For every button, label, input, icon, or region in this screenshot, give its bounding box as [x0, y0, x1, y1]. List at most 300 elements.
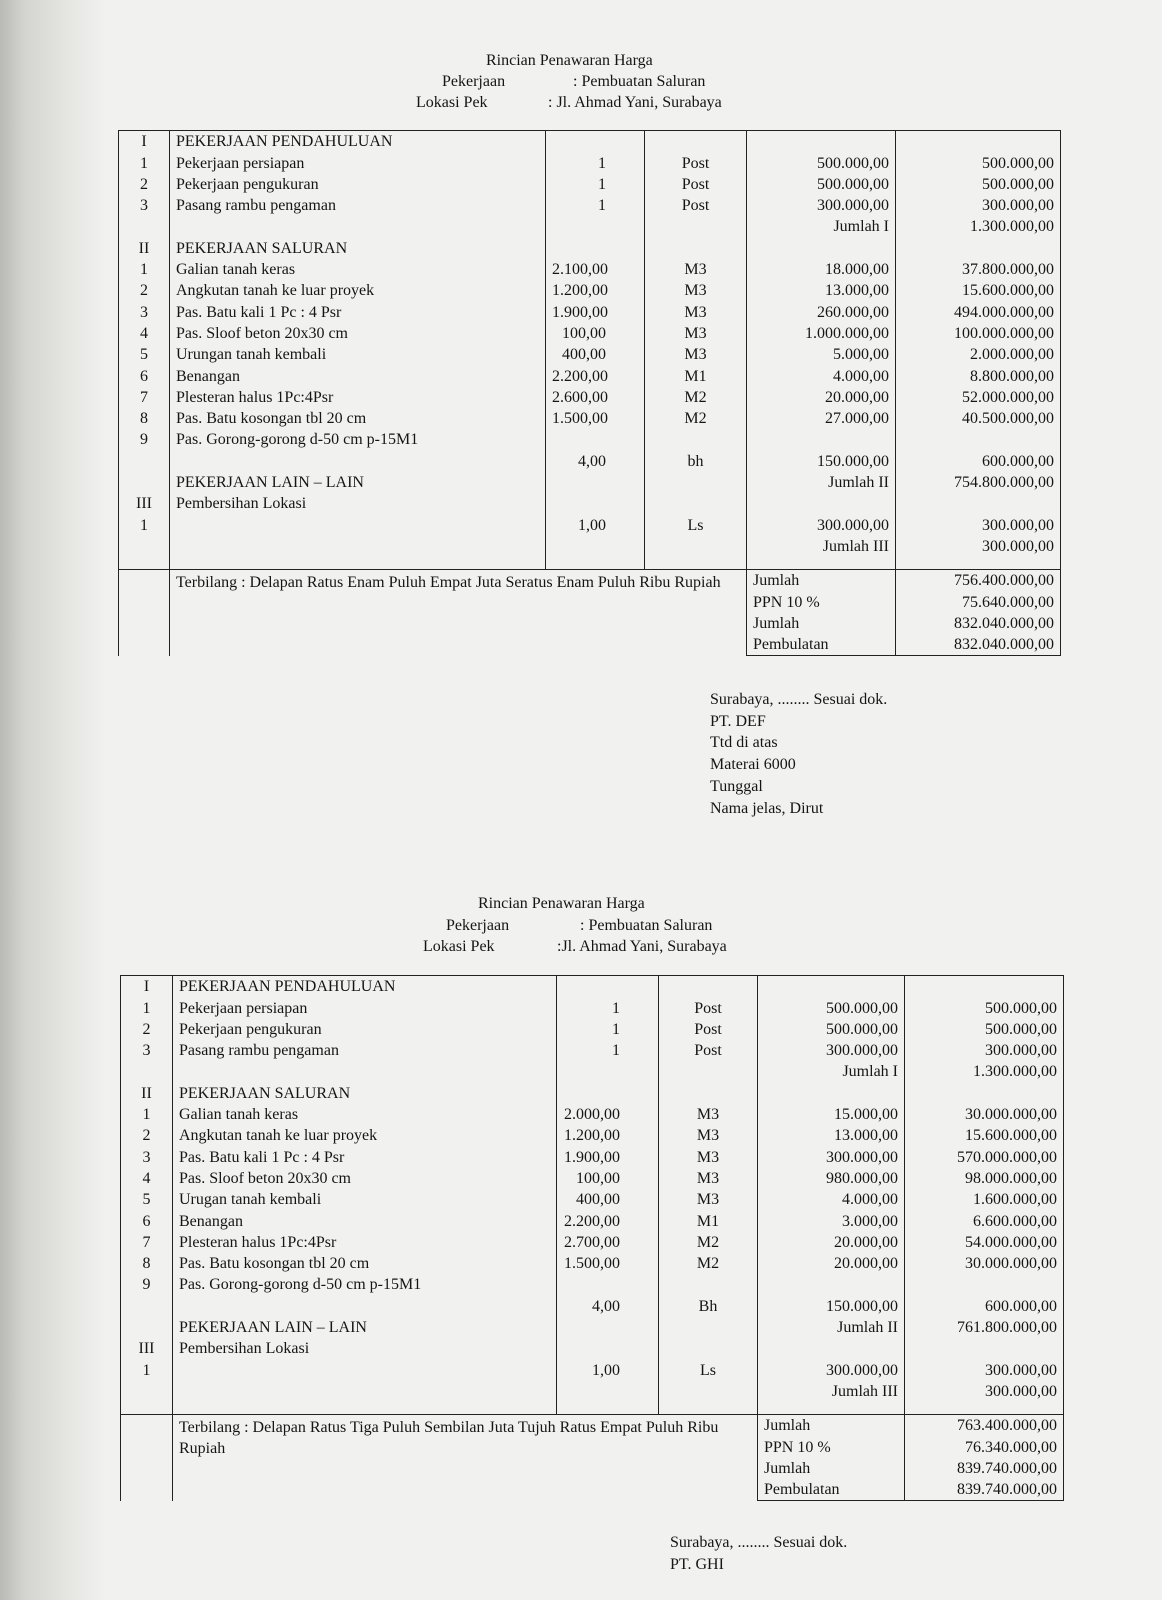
item-number: 1 [121, 1104, 173, 1125]
item-unit-price: 500.000,00 [758, 997, 905, 1018]
doc1-pekerjaan-label: Pekerjaan [442, 73, 506, 90]
item-total: 30.000.000,00 [905, 1253, 1064, 1274]
table-row [119, 408, 1061, 429]
signature-company: PT. GHI [670, 1555, 724, 1573]
item-total: 54.000.000,00 [905, 1232, 1064, 1253]
item-unit-price: 150.000,00 [747, 450, 896, 471]
item-unit-price: 980.000,00 [758, 1168, 905, 1189]
item-volume: 1 [546, 174, 645, 195]
table-row [121, 976, 1064, 998]
item-unit-price: 500.000,00 [747, 174, 896, 195]
item-volume [557, 1082, 659, 1103]
item-total: 1.300.000,00 [896, 216, 1061, 237]
item-volume [557, 976, 659, 998]
item-unit [659, 1317, 758, 1338]
table-row [121, 1104, 1064, 1125]
item-total [896, 493, 1061, 514]
signature-note: Ttd di atas [710, 734, 778, 752]
item-description: Galian tanah keras [173, 1104, 557, 1125]
item-volume [557, 1274, 659, 1295]
item-number: I [121, 976, 173, 998]
item-unit-price: Jumlah I [747, 216, 896, 237]
item-unit-price: 13.000,00 [747, 280, 896, 301]
item-volume [557, 1317, 659, 1338]
signature-stamp: Materai 6000 [710, 756, 796, 774]
item-unit: M3 [659, 1125, 758, 1146]
item-description: Angkutan tanah ke luar proyek [170, 280, 546, 301]
item-unit-price: 300.000,00 [747, 195, 896, 216]
item-unit [645, 429, 747, 450]
item-number: 3 [119, 195, 170, 216]
item-unit-price [747, 131, 896, 153]
item-total [905, 1338, 1064, 1359]
item-number [119, 216, 170, 237]
item-number: 3 [119, 301, 170, 322]
item-unit: Post [659, 1019, 758, 1040]
table-row [121, 1274, 1064, 1295]
item-unit-price: 500.000,00 [758, 1019, 905, 1040]
item-description: Pembersihan Lokasi [170, 493, 546, 514]
item-unit: M3 [645, 301, 747, 322]
item-total: 1.300.000,00 [905, 1061, 1064, 1082]
doc2-pekerjaan-value: : Pembuatan Saluran [580, 917, 713, 934]
item-unit-price [747, 237, 896, 258]
item-unit: M2 [659, 1253, 758, 1274]
item-number: III [121, 1338, 173, 1359]
item-description: Plesteran halus 1Pc:4Psr [170, 387, 546, 408]
spacer-cell [557, 1402, 659, 1415]
item-number [121, 1295, 173, 1316]
item-unit: M3 [645, 259, 747, 280]
item-description: PEKERJAAN PENDAHULUAN [173, 976, 557, 998]
item-total: 15.600.000,00 [905, 1125, 1064, 1146]
summary-value: 76.340.000,00 [905, 1436, 1064, 1457]
item-volume: 1.500,00 [557, 1253, 659, 1274]
item-description: Urungan tanah kembali [170, 344, 546, 365]
item-unit: Post [645, 152, 747, 173]
summary-label: Jumlah [747, 613, 896, 634]
item-total: 494.000.000,00 [896, 301, 1061, 322]
item-unit-price: 260.000,00 [747, 301, 896, 322]
item-description: Pas. Batu kali 1 Pc : 4 Psr [170, 301, 546, 322]
summary-label: Jumlah [758, 1458, 905, 1479]
item-volume: 400,00 [557, 1189, 659, 1210]
item-number [119, 450, 170, 471]
item-number: III [119, 493, 170, 514]
item-unit: M3 [645, 323, 747, 344]
item-total [905, 976, 1064, 998]
table-row [119, 216, 1061, 237]
item-unit-price: 27.000,00 [747, 408, 896, 429]
table-row [121, 1082, 1064, 1103]
item-description: Galian tanah keras [170, 259, 546, 280]
item-number: 9 [119, 429, 170, 450]
item-description: PEKERJAAN LAIN – LAIN [170, 472, 546, 493]
item-volume: 1.900,00 [546, 301, 645, 322]
item-description: PEKERJAAN SALURAN [170, 237, 546, 258]
item-number: II [121, 1082, 173, 1103]
item-unit-price: 20.000,00 [747, 387, 896, 408]
item-number: 2 [119, 280, 170, 301]
item-number: 1 [119, 259, 170, 280]
scan-shadow-edge [0, 0, 105, 1600]
item-unit-price: Jumlah I [758, 1061, 905, 1082]
spacer-cell [170, 557, 546, 570]
item-unit-price [747, 429, 896, 450]
item-unit: Ls [659, 1359, 758, 1380]
item-description: Benangan [170, 365, 546, 386]
item-volume: 2.200,00 [546, 365, 645, 386]
item-total: 98.000.000,00 [905, 1168, 1064, 1189]
item-number: 9 [121, 1274, 173, 1295]
item-volume [557, 1061, 659, 1082]
item-number: 6 [121, 1210, 173, 1231]
item-description: Pekerjaan persiapan [170, 152, 546, 173]
signature-city-date: Surabaya, ........ Sesuai dok. [670, 1534, 848, 1551]
item-total: 570.000.000,00 [905, 1146, 1064, 1167]
doc2-price-table [120, 975, 1064, 1501]
item-number: 5 [119, 344, 170, 365]
item-description: Pas. Batu kali 1 Pc : 4 Psr [173, 1146, 557, 1167]
item-volume: 2.200,00 [557, 1210, 659, 1231]
doc1-title: Rincian Penawaran Harga [486, 52, 653, 69]
summary-value: 832.040.000,00 [896, 634, 1061, 656]
spacer-cell [546, 557, 645, 570]
summary-label: Pembulatan [758, 1479, 905, 1501]
item-total: 2.000.000,00 [896, 344, 1061, 365]
item-unit-price [758, 976, 905, 998]
item-unit-price: 500.000,00 [747, 152, 896, 173]
summary-blank-cell [121, 1414, 173, 1500]
item-unit-price: Jumlah III [747, 536, 896, 557]
doc1-lokasi-label: Lokasi Pek [416, 94, 488, 111]
table-row [119, 387, 1061, 408]
summary-label: Jumlah [747, 569, 896, 591]
item-unit-price: Jumlah II [758, 1317, 905, 1338]
doc2-signature-block [670, 1532, 847, 1575]
item-total [896, 429, 1061, 450]
doc1-price-table [118, 130, 1061, 656]
item-unit: Bh [659, 1295, 758, 1316]
item-unit-price: 300.000,00 [758, 1040, 905, 1061]
item-unit: M2 [645, 387, 747, 408]
item-total: 15.600.000,00 [896, 280, 1061, 301]
item-volume: 1.200,00 [557, 1125, 659, 1146]
item-description: PEKERJAAN SALURAN [173, 1082, 557, 1103]
item-volume: 4,00 [557, 1295, 659, 1316]
item-total: 500.000,00 [905, 1019, 1064, 1040]
item-description: Pekerjaan pengukuran [173, 1019, 557, 1040]
item-unit-price: Jumlah II [747, 472, 896, 493]
doc1-lokasi-value: : Jl. Ahmad Yani, Surabaya [548, 94, 722, 111]
summary-value: 832.040.000,00 [896, 613, 1061, 634]
summary-value: 75.640.000,00 [896, 591, 1061, 612]
item-description: Pas. Sloof beton 20x30 cm [170, 323, 546, 344]
item-total [896, 131, 1061, 153]
item-total: 754.800.000,00 [896, 472, 1061, 493]
item-total: 300.000,00 [905, 1381, 1064, 1402]
table-row [121, 1338, 1064, 1359]
item-unit-price: 5.000,00 [747, 344, 896, 365]
spacer-cell [758, 1402, 905, 1415]
table-row [119, 152, 1061, 173]
item-number: 3 [121, 1146, 173, 1167]
item-description [173, 1061, 557, 1082]
item-number: I [119, 131, 170, 153]
item-unit-price: 300.000,00 [758, 1359, 905, 1380]
table-row [121, 1189, 1064, 1210]
item-number [119, 472, 170, 493]
item-description: Benangan [173, 1210, 557, 1231]
item-unit: Ls [645, 514, 747, 535]
item-description [173, 1359, 557, 1380]
item-number: 1 [119, 514, 170, 535]
table-row [119, 365, 1061, 386]
item-volume: 1 [546, 195, 645, 216]
item-volume: 1.500,00 [546, 408, 645, 429]
item-volume: 2.700,00 [557, 1232, 659, 1253]
item-volume: 1.900,00 [557, 1146, 659, 1167]
spacer-cell [645, 557, 747, 570]
item-unit [645, 493, 747, 514]
item-volume [546, 536, 645, 557]
item-description: Pasang rambu pengaman [173, 1040, 557, 1061]
summary-value: 839.740.000,00 [905, 1458, 1064, 1479]
item-total: 600.000,00 [896, 450, 1061, 471]
item-unit-price: 150.000,00 [758, 1295, 905, 1316]
table-row [119, 174, 1061, 195]
item-unit-price: 18.000,00 [747, 259, 896, 280]
summary-row [119, 569, 1061, 591]
item-unit-price [758, 1082, 905, 1103]
item-volume: 1 [546, 152, 645, 173]
doc2-title: Rincian Penawaran Harga [478, 895, 645, 912]
summary-blank-cell [119, 569, 170, 655]
item-unit [659, 1338, 758, 1359]
item-number: 2 [119, 174, 170, 195]
item-unit: Post [645, 195, 747, 216]
item-unit: Post [659, 1040, 758, 1061]
item-unit [659, 1082, 758, 1103]
item-unit: Post [659, 997, 758, 1018]
item-volume: 1,00 [557, 1359, 659, 1380]
item-unit [659, 1381, 758, 1402]
spacer-cell [173, 1402, 557, 1415]
item-description: PEKERJAAN PENDAHULUAN [170, 131, 546, 153]
item-unit [659, 976, 758, 998]
table-row [119, 301, 1061, 322]
item-number [121, 1061, 173, 1082]
item-unit: M1 [659, 1210, 758, 1231]
item-unit: M3 [659, 1189, 758, 1210]
item-total: 761.800.000,00 [905, 1317, 1064, 1338]
item-number: II [119, 237, 170, 258]
item-unit-price: Jumlah III [758, 1381, 905, 1402]
table-row [121, 1040, 1064, 1061]
item-volume: 2.600,00 [546, 387, 645, 408]
item-volume: 4,00 [546, 450, 645, 471]
table-row [121, 1210, 1064, 1231]
item-total: 300.000,00 [896, 514, 1061, 535]
table-row [121, 1359, 1064, 1380]
signature-city-date: Surabaya, ........ Sesuai dok. [710, 691, 888, 708]
item-description: Pas. Batu kosongan tbl 20 cm [170, 408, 546, 429]
table-row [119, 323, 1061, 344]
table-row [121, 1168, 1064, 1189]
item-description [170, 536, 546, 557]
table-row [119, 472, 1061, 493]
signature-company: PT. DEF [710, 712, 766, 730]
item-number: 3 [121, 1040, 173, 1061]
item-unit-price: 13.000,00 [758, 1125, 905, 1146]
item-unit: bh [645, 450, 747, 471]
terbilang-text: Terbilang : Delapan Ratus Tiga Puluh Sembilan Juta Tujuh Ratus Empat Puluh Ribu Rupiah [173, 1414, 758, 1500]
table-row [121, 1317, 1064, 1338]
item-description [170, 450, 546, 471]
doc2-lokasi-label: Lokasi Pek [423, 938, 495, 955]
item-total: 30.000.000,00 [905, 1104, 1064, 1125]
table-row [121, 1232, 1064, 1253]
item-description: Plesteran halus 1Pc:4Psr [173, 1232, 557, 1253]
item-number: 8 [121, 1253, 173, 1274]
item-volume [546, 216, 645, 237]
item-total: 52.000.000,00 [896, 387, 1061, 408]
item-unit-price: 4.000,00 [747, 365, 896, 386]
item-number: 2 [121, 1125, 173, 1146]
item-total: 100.000.000,00 [896, 323, 1061, 344]
item-total: 37.800.000,00 [896, 259, 1061, 280]
item-total: 40.500.000,00 [896, 408, 1061, 429]
item-number: 4 [121, 1168, 173, 1189]
item-volume: 400,00 [546, 344, 645, 365]
item-unit-price: 3.000,00 [758, 1210, 905, 1231]
table-row [119, 237, 1061, 258]
spacer-cell [659, 1402, 758, 1415]
item-description [170, 514, 546, 535]
item-unit: M3 [659, 1146, 758, 1167]
summary-value: 839.740.000,00 [905, 1479, 1064, 1501]
spacer-cell [119, 557, 170, 570]
item-unit [645, 536, 747, 557]
item-unit [645, 216, 747, 237]
table-row [119, 280, 1061, 301]
table-row [119, 195, 1061, 216]
item-number: 1 [121, 1359, 173, 1380]
table-spacer-row [119, 557, 1061, 570]
item-unit-price: 4.000,00 [758, 1189, 905, 1210]
item-description: Pasang rambu pengaman [170, 195, 546, 216]
item-total: 300.000,00 [896, 195, 1061, 216]
summary-label: Pembulatan [747, 634, 896, 656]
item-total: 8.800.000,00 [896, 365, 1061, 386]
item-unit: M3 [645, 280, 747, 301]
spacer-cell [747, 557, 896, 570]
summary-label: PPN 10 % [758, 1436, 905, 1457]
table-row [121, 1146, 1064, 1167]
item-description [173, 1381, 557, 1402]
table-spacer-row [121, 1402, 1064, 1415]
item-description: PEKERJAAN LAIN – LAIN [173, 1317, 557, 1338]
item-volume: 2.000,00 [557, 1104, 659, 1125]
item-description [173, 1295, 557, 1316]
doc1-pekerjaan-value: : Pembuatan Saluran [573, 73, 706, 90]
item-number: 2 [121, 1019, 173, 1040]
item-description: Angkutan tanah ke luar proyek [173, 1125, 557, 1146]
item-description: Pekerjaan pengukuran [170, 174, 546, 195]
item-volume: 2.100,00 [546, 259, 645, 280]
item-unit-price: 1.000.000,00 [747, 323, 896, 344]
table-row [119, 429, 1061, 450]
spacer-cell [121, 1402, 173, 1415]
item-total [905, 1082, 1064, 1103]
item-volume: 1 [557, 1019, 659, 1040]
item-unit: M3 [645, 344, 747, 365]
doc1-signature-block [710, 689, 887, 819]
item-number: 7 [119, 387, 170, 408]
doc2-pekerjaan-label: Pekerjaan [446, 917, 510, 934]
summary-label: PPN 10 % [747, 591, 896, 612]
table-row [119, 493, 1061, 514]
item-number: 6 [119, 365, 170, 386]
table-row [121, 1381, 1064, 1402]
item-description [170, 216, 546, 237]
item-volume [546, 131, 645, 153]
item-unit [659, 1061, 758, 1082]
item-number: 7 [121, 1232, 173, 1253]
item-volume [546, 472, 645, 493]
item-total: 500.000,00 [896, 152, 1061, 173]
table-row [121, 1061, 1064, 1082]
item-volume: 1 [557, 997, 659, 1018]
item-total: 300.000,00 [896, 536, 1061, 557]
item-unit-price: 300.000,00 [758, 1146, 905, 1167]
item-total [896, 237, 1061, 258]
item-description: Pas. Sloof beton 20x30 cm [173, 1168, 557, 1189]
item-unit: M3 [659, 1168, 758, 1189]
item-volume: 1,00 [546, 514, 645, 535]
item-volume [546, 493, 645, 514]
table-row [119, 450, 1061, 471]
item-description: Pas. Gorong-gorong d-50 cm p-15M1 [170, 429, 546, 450]
item-volume [557, 1338, 659, 1359]
item-unit-price: 20.000,00 [758, 1253, 905, 1274]
item-description: Pas. Batu kosongan tbl 20 cm [173, 1253, 557, 1274]
table-row [121, 1019, 1064, 1040]
item-unit-price: 15.000,00 [758, 1104, 905, 1125]
item-volume [557, 1381, 659, 1402]
table-row [119, 514, 1061, 535]
item-volume: 100,00 [557, 1168, 659, 1189]
item-number [121, 1381, 173, 1402]
table-row [121, 1295, 1064, 1316]
item-number: 8 [119, 408, 170, 429]
item-total: 300.000,00 [905, 1359, 1064, 1380]
item-number [119, 536, 170, 557]
item-unit: M2 [645, 408, 747, 429]
item-unit: M2 [659, 1232, 758, 1253]
item-total: 600.000,00 [905, 1295, 1064, 1316]
item-unit-price [758, 1274, 905, 1295]
terbilang-text: Terbilang : Delapan Ratus Enam Puluh Empat Juta Seratus Enam Puluh Ribu Rupiah [170, 569, 747, 655]
item-unit [645, 237, 747, 258]
item-total [905, 1274, 1064, 1295]
item-total: 6.600.000,00 [905, 1210, 1064, 1231]
item-unit [645, 472, 747, 493]
item-description: Pas. Gorong-gorong d-50 cm p-15M1 [173, 1274, 557, 1295]
table-row [119, 344, 1061, 365]
item-unit-price: 300.000,00 [747, 514, 896, 535]
item-unit-price [747, 493, 896, 514]
